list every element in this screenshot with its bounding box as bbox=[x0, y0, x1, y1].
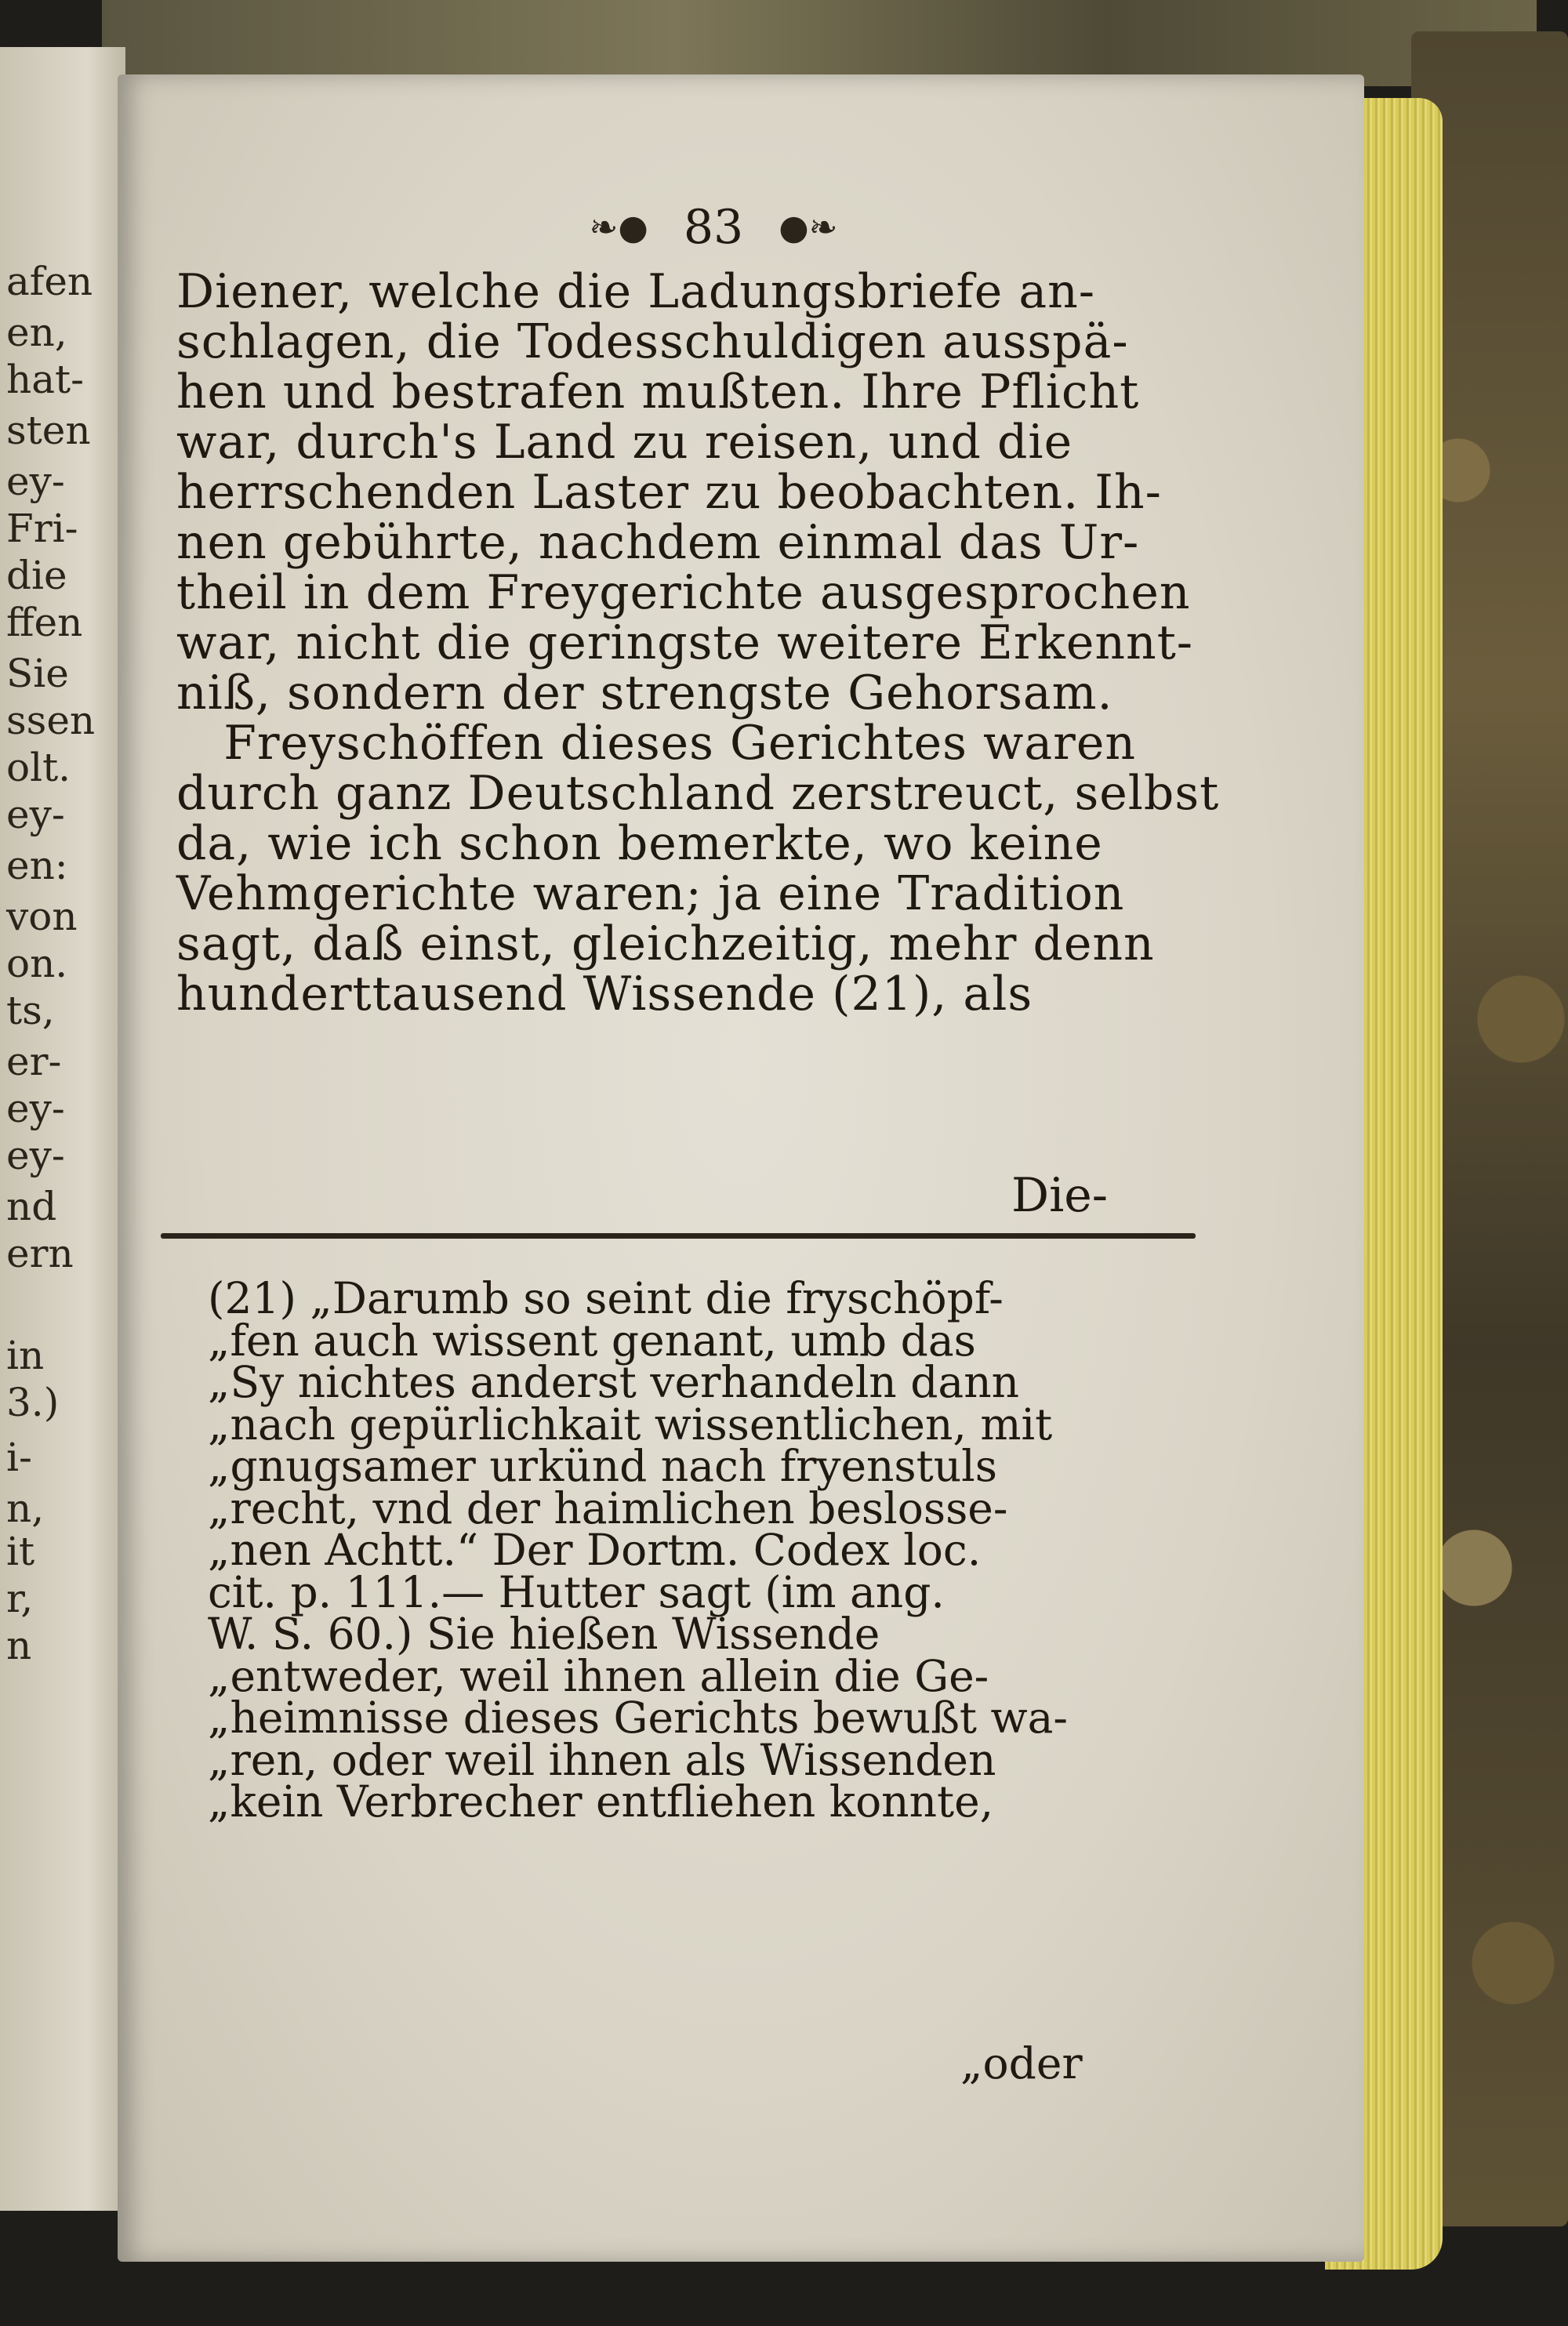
text-line: schlagen, die Todesschuldigen ausspä- bbox=[176, 314, 1129, 369]
facing-page-line: von bbox=[6, 894, 78, 939]
facing-page-line: nd bbox=[6, 1184, 57, 1229]
footnote-line: „recht, vnd der haimlichen beslosse- bbox=[208, 1482, 1008, 1533]
footnote-line: „nen Achtt.“ Der Dortm. Codex loc. bbox=[208, 1525, 982, 1575]
text-line: nen gebührte, nachdem einmal das Ur- bbox=[176, 515, 1140, 570]
footnote-rule bbox=[161, 1233, 1196, 1239]
footnote-catchword: „oder bbox=[960, 2038, 1083, 2088]
facing-page-line: ey- bbox=[6, 1086, 65, 1131]
ornament-right-icon: ●❧ bbox=[779, 207, 838, 248]
footnote-line: W. S. 60.) Sie hießen Wissende bbox=[208, 1609, 880, 1659]
facing-page-line: ern bbox=[6, 1231, 74, 1276]
facing-page-line: n bbox=[6, 1623, 32, 1668]
facing-page-line: en, bbox=[6, 310, 67, 355]
facing-page-line: ssen bbox=[6, 698, 96, 743]
footnote-line: „ren, oder weil ihnen als Wissenden bbox=[208, 1734, 996, 1785]
text-line: Vehmgerichte waren; ja eine Tradition bbox=[176, 866, 1125, 921]
main-text bbox=[176, 264, 1243, 1021]
footnote-line: „heimnisse dieses Gerichts bewußt wa- bbox=[208, 1693, 1068, 1743]
text-line: hen und bestrafen mußten. Ihre Pflicht bbox=[176, 365, 1140, 419]
text-line: war, durch's Land zu reisen, und die bbox=[176, 415, 1073, 470]
facing-page-line: n, bbox=[6, 1486, 45, 1531]
facing-page-line: ey- bbox=[6, 459, 65, 504]
facing-page-line: in bbox=[6, 1333, 45, 1378]
footnote-line: „kein Verbrecher entfliehen konnte, bbox=[208, 1776, 994, 1827]
text-line: durch ganz Deutschland zerstreuct, selbst bbox=[176, 766, 1220, 821]
facing-page-line: i- bbox=[6, 1435, 32, 1480]
footnote-line: „gnugsamer urkünd nach fryenstuls bbox=[208, 1441, 997, 1491]
text-line: war, nicht die geringste weitere Erkennt- bbox=[176, 615, 1194, 670]
facing-page-line: Fri- bbox=[6, 506, 78, 551]
page-header bbox=[533, 200, 894, 255]
page-number: 83 bbox=[683, 200, 744, 255]
facing-page-left bbox=[0, 47, 125, 2211]
facing-page-line: ey- bbox=[6, 792, 65, 837]
ornament-left-icon: ❧● bbox=[589, 207, 648, 248]
footnote-text bbox=[208, 1273, 1227, 1827]
text-line: hunderttausend Wissende (21), als bbox=[176, 967, 1033, 1021]
facing-page-line: 3.) bbox=[6, 1380, 60, 1425]
facing-page-line: ey- bbox=[6, 1133, 65, 1178]
facing-page-line: Sie bbox=[6, 651, 69, 696]
text-line: sagt, daß einst, gleichzeitig, mehr denn bbox=[176, 916, 1155, 971]
text-line: niß, sondern der strengste Gehorsam. bbox=[176, 666, 1113, 720]
facing-page-line: en: bbox=[6, 843, 68, 888]
facing-page-line: die bbox=[6, 553, 67, 598]
facing-page-line: on. bbox=[6, 941, 68, 986]
book-top-edge bbox=[102, 0, 1537, 86]
facing-page-line: er- bbox=[6, 1039, 62, 1084]
facing-page-line: olt. bbox=[6, 745, 71, 790]
footnote-line: „entweder, weil ihnen allein die Ge- bbox=[208, 1650, 989, 1701]
catchword: Die- bbox=[1011, 1168, 1109, 1223]
facing-page-line: hat- bbox=[6, 357, 84, 402]
facing-page-line: afen bbox=[6, 259, 93, 304]
footnote-line: „nach gepürlichkait wissentlichen, mit bbox=[208, 1399, 1053, 1450]
text-line: Diener, welche die Ladungsbriefe an- bbox=[176, 264, 1096, 319]
facing-page-line: r, bbox=[6, 1576, 34, 1621]
footnote-line: (21) „Darumb so seint die fryschöpf- bbox=[208, 1273, 1004, 1323]
text-line: da, wie ich schon bemerkte, wo keine bbox=[176, 816, 1103, 871]
footnote-line: „fen auch wissent genant, umb das bbox=[208, 1315, 976, 1366]
text-line: Freyschöffen dieses Gerichtes waren bbox=[176, 716, 1136, 771]
facing-page-line: ts, bbox=[6, 988, 55, 1033]
text-line: theil in dem Freygerichte ausgesprochen bbox=[176, 565, 1191, 620]
facing-page-line: sten bbox=[6, 408, 91, 453]
footnote-line: cit. p. 111.— Hutter sagt (im ang. bbox=[208, 1566, 945, 1617]
text-line: herrschenden Laster zu beobachten. Ih- bbox=[176, 465, 1162, 520]
footnote-line: „Sy nichtes anderst verhandeln dann bbox=[208, 1357, 1020, 1407]
facing-page-line: it bbox=[6, 1529, 35, 1574]
facing-page-line: ffen bbox=[6, 600, 83, 645]
